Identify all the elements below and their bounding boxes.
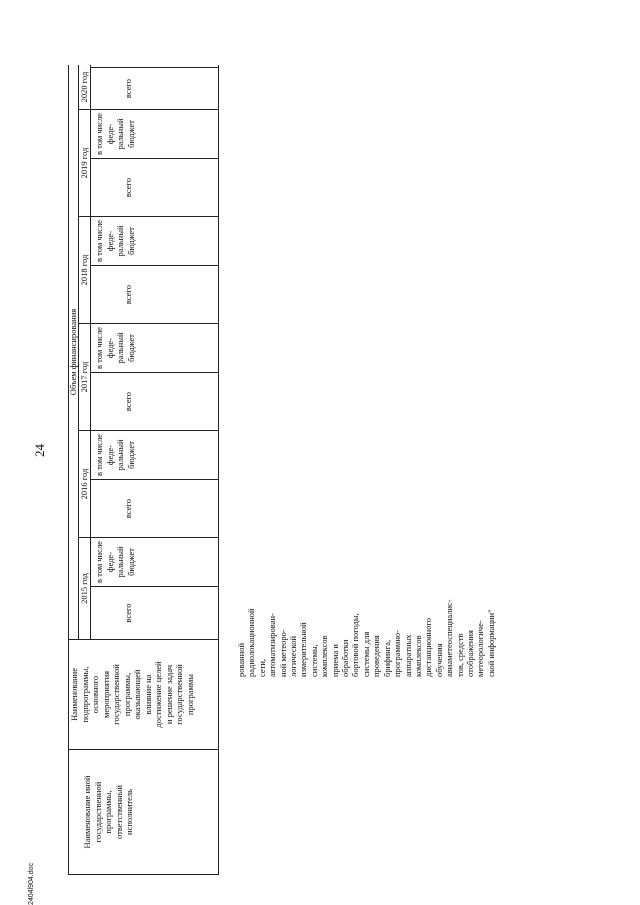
- subheader-total: всего: [122, 78, 133, 99]
- table-left-line: [68, 874, 218, 875]
- col1-header: Наименование иной государственной программы, ответственный исполнитель: [82, 775, 134, 849]
- year-2015: 2015 год: [78, 573, 89, 604]
- subheader-total: всего: [122, 498, 133, 519]
- financing-table: [68, 65, 218, 875]
- subheader-total: всего: [122, 284, 133, 305]
- year-2017: 2017 год: [78, 361, 89, 393]
- subheader-federal: в том числе феде- ральный бюджет: [94, 327, 136, 369]
- subheader-total: всего: [122, 177, 133, 198]
- year-2018: 2018 год: [78, 254, 89, 286]
- funding-header: Объем финансирования: [67, 308, 78, 396]
- subheader-federal: в том числе феде- ральный бюджет: [94, 113, 136, 155]
- document-id: 2404l904.doc: [28, 862, 35, 905]
- year-2016: 2016 год: [78, 468, 89, 500]
- year-2020: 2020 год: [78, 71, 89, 103]
- subheader-total: всего: [122, 603, 133, 623]
- subheader-federal: в том числе феде- ральный бюджет: [94, 220, 136, 262]
- col2-header: Наименование подпрограммы, основного мероприятия государственной программы, оказывающей влияние на достижение целей и решение задач государственной программы: [69, 661, 195, 728]
- page-number: 24: [32, 444, 47, 457]
- continuation-text: рованной радиолокационной сети, автоматизирован- ной метеоро- логической измерительной системы, комплексов приема и обработки бортовой погоды, системы для проведения брифинга, программно- аппаратных комплексов дистанционного обучения авиаметеоспециалис- тов, средств отображения метеорологиче- ской информации": [236, 599, 496, 677]
- subheader-federal: в том числе феде- ральный бюджет: [94, 434, 136, 476]
- year-2019: 2019 год: [78, 147, 89, 179]
- subheader-total: всего: [122, 391, 133, 412]
- subheader-federal: в том числе феде- ральный бюджет: [94, 541, 136, 583]
- table-bottom-line: [218, 65, 219, 875]
